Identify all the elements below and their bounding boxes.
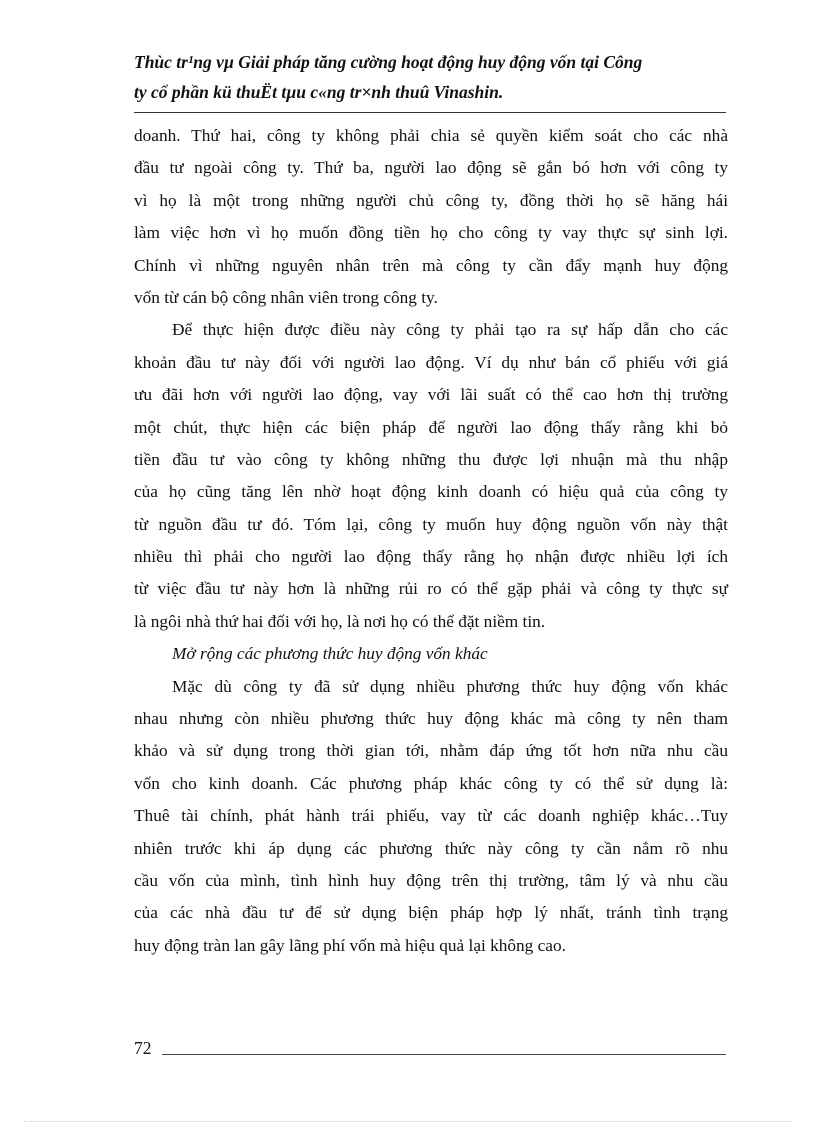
text-line: một chút, thực hiện các biện pháp để người lao động thấy rằng khi bỏ: [134, 417, 728, 437]
text-line: của họ cũng tăng lên nhờ hoạt động kinh doanh có hiệu quả của công ty: [134, 482, 728, 502]
page-footer: [134, 1036, 726, 1060]
text-line: cầu vốn của mình, tình hình huy động trên thị trường, tâm lý và nhu cầu: [134, 870, 728, 890]
page-bottom-edge: [24, 1121, 792, 1122]
body-text: [134, 120, 728, 962]
text-line: nhiên trước khi áp dụng các phương thức này công ty cần nắm rõ nhu: [134, 838, 728, 858]
header-line-2: ty cổ phần kü thuËt tµu c«ng tr×nh thuû Vinashin.: [134, 82, 504, 102]
text-line: nhiều thì phải cho người lao động thấy rằng họ nhận được nhiều lợi ích: [134, 547, 728, 567]
text-line: Thuê tài chính, phát hành trái phiếu, vay từ các doanh nghiệp khác…Tuy: [134, 806, 728, 826]
page-number: 72: [134, 1038, 152, 1058]
text-line: của các nhà đầu tư để sử dụng biện pháp hợp lý nhất, tránh tình trạng: [134, 903, 728, 923]
text-line: từ nguồn đầu tư đó. Tóm lại, công ty muốn huy động nguồn vốn này thật: [134, 514, 728, 534]
footer-divider: [162, 1054, 726, 1055]
text-line: nhau nhưng còn nhiều phương thức huy động khác mà công ty nên tham: [134, 709, 728, 729]
text-line: vì họ là một trong những người chủ công ty, đồng thời họ sẽ hăng hái: [134, 190, 728, 210]
header-line-1: Thùc tr¹ng vµ Giải pháp tăng cường hoạt động huy động vốn tại Công: [134, 52, 643, 72]
text-line: Chính vì những nguyên nhân trên mà công ty cần đẩy mạnh huy động: [134, 255, 728, 275]
header-divider: [134, 112, 726, 113]
text-line: ưu đãi hơn với người lao động, vay với lãi suất có thể cao hơn thị trường: [134, 385, 728, 405]
text-line: doanh. Thứ hai, công ty không phải chia sẻ quyền kiểm soát cho các nhà: [134, 126, 728, 145]
text-line: Để thực hiện được điều này công ty phải tạo ra sự hấp dẫn cho các: [172, 320, 728, 340]
text-line: khoản đầu tư này đối với người lao động. Ví dụ như bán cổ phiếu với giá: [134, 352, 728, 372]
text-line: tiền đầu tư vào công ty không những thu được lợi nhuận mà thu nhập: [134, 449, 728, 469]
text-line: là ngôi nhà thứ hai đối với họ, là nơi họ có thể đặt niềm tin.: [134, 611, 546, 631]
text-line: vốn từ cán bộ công nhân viên trong công ty.: [134, 287, 438, 307]
running-header: [134, 47, 726, 107]
text-line: khảo và sử dụng trong thời gian tới, nhằm đáp ứng tốt hơn nữa nhu cầu: [134, 741, 728, 761]
section-heading: Mở rộng các phương thức huy động vốn khác: [172, 644, 488, 664]
text-line: vốn cho kinh doanh. Các phương pháp khác công ty có thể sử dụng là:: [134, 773, 728, 793]
text-line: đầu tư ngoài công ty. Thứ ba, người lao động sẽ gắn bó hơn với công ty: [134, 158, 728, 178]
text-line: làm việc hơn vì họ muốn đồng tiền họ cho công ty vay thực sự sinh lợi.: [134, 223, 728, 243]
text-line: từ việc đầu tư này hơn là những rủi ro có thể gặp phải và công ty thực sự: [134, 579, 728, 599]
text-line: huy động tràn lan gây lãng phí vốn mà hiệu quả lại không cao.: [134, 935, 566, 955]
text-line: Mặc dù công ty đã sử dụng nhiều phương thức huy động vốn khác: [172, 676, 728, 696]
